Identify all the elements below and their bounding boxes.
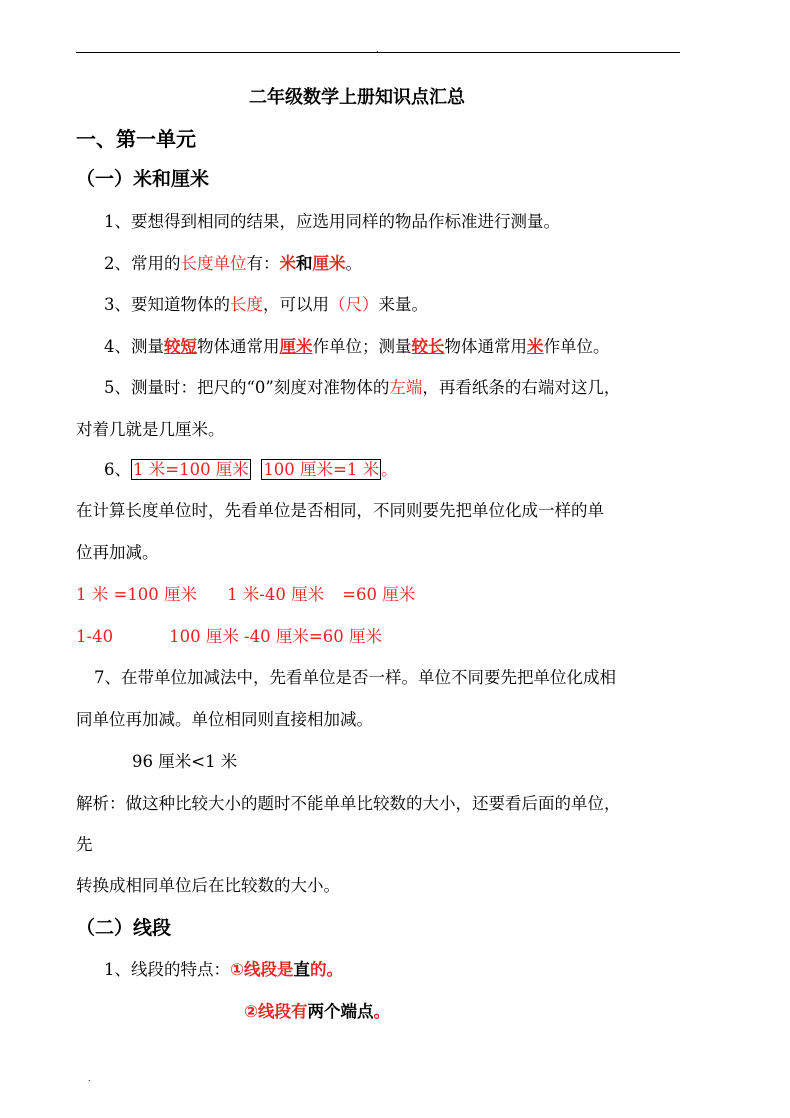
point-7-line-2: 同单位再加减。单位相同则直接相加减。	[76, 710, 373, 729]
point-3-ruler: （尺）	[329, 295, 379, 314]
example-1-c: =60 厘米	[342, 585, 416, 604]
point-5-line-2: 对着几就是几厘米。	[76, 420, 225, 439]
point-6-note-line-2: 位再加减。	[76, 543, 159, 562]
point-2-and: 和	[296, 254, 313, 273]
subsection-heading-meter-centimeter: （一）米和厘米	[76, 168, 210, 190]
point-6-text-a: 6、	[104, 460, 131, 479]
segment-point-1-feature: ①线段是	[230, 960, 294, 979]
point-3-length: 长度	[230, 295, 263, 314]
segment-point-1	[104, 959, 343, 981]
point-4	[104, 336, 610, 358]
example-line-1	[76, 584, 415, 606]
point-6	[104, 459, 398, 481]
point-7-line-1: 7、在带单位加减法中，先看单位是否一样。单位不同要先把单位化成相	[94, 668, 616, 687]
point-3-text-c: ，可以用	[263, 295, 329, 314]
segment-point-1-straight: 直	[293, 960, 310, 979]
footer-dot: .	[88, 1074, 91, 1083]
example-line-2	[76, 626, 382, 648]
point-3-text-e: 来量。	[378, 295, 428, 314]
segment-point-1-end: 的。	[309, 960, 343, 979]
subsection-heading-line-segment: （二）线段	[76, 917, 172, 939]
document-title: 二年级数学上册知识点汇总	[249, 87, 465, 108]
segment-point-2-period: 。	[373, 1002, 390, 1021]
point-2-text-c: 有：	[246, 254, 280, 273]
point-6-period: 。	[381, 460, 398, 479]
point-6-formula-1: 1 米=100 厘米	[133, 460, 249, 479]
point-2-length-unit: 长度单位	[180, 254, 247, 273]
point-2-text-a: 2、常用的	[104, 254, 181, 273]
analysis-line-1: 解析：做这种比较大小的题时不能单单比较数的大小，还要看后面的单位，	[76, 794, 621, 813]
compare-example: 96 厘米<1 米	[132, 752, 238, 771]
point-2-period: 。	[345, 254, 362, 273]
analysis-line-3: 转换成相同单位后在比较数的大小。	[76, 876, 340, 895]
point-6-note-line-1: 在计算长度单位时，先看单位是否相同，不同则要先把单位化成一样的单	[76, 501, 604, 520]
point-4-shorter: 较短	[164, 337, 197, 356]
point-4-text-e: 作单位；测量	[312, 337, 412, 356]
example-1-b: 1 米-40 厘米	[227, 585, 325, 604]
segment-point-2-feature: ②线段有	[244, 1002, 308, 1021]
segment-point-2-two-endpoints: 两个端点	[307, 1002, 374, 1021]
header-dot: .	[376, 45, 379, 54]
point-4-centimeter: 厘米	[279, 337, 313, 356]
point-5-text-a: 5、测量时：把尺的“0”刻度对准物体的	[104, 378, 390, 397]
point-4-meter: 米	[527, 337, 544, 356]
point-4-text-a: 4、测量	[104, 337, 164, 356]
point-2-meter: 米	[279, 254, 296, 273]
point-6-formula-2: 100 厘米=1 米	[263, 460, 380, 479]
point-4-text-i: 作单位。	[543, 337, 610, 356]
point-3	[104, 294, 428, 316]
point-4-longer: 较长	[411, 337, 445, 356]
point-5-line-1	[104, 377, 620, 399]
point-4-text-g: 物体通常用	[444, 337, 527, 356]
point-1: 1、要想得到相同的结果，应选用同样的物品作标准进行测量。	[104, 212, 560, 231]
example-2-a: 1-40	[76, 627, 114, 646]
segment-point-2	[244, 1001, 390, 1023]
point-2	[104, 253, 362, 275]
point-3-text-a: 3、要知道物体的	[104, 295, 230, 314]
point-4-text-c: 物体通常用	[197, 337, 280, 356]
example-1-a: 1 米 =100 厘米	[76, 585, 198, 604]
analysis-line-2: 先	[76, 835, 93, 854]
segment-point-1-text-a: 1、线段的特点：	[104, 960, 230, 979]
point-5-text-c: ，再看纸条的右端对这几，	[422, 378, 621, 397]
example-2-b: 100 厘米 -40 厘米=60 厘米	[169, 627, 382, 646]
point-5-left-end: 左端	[389, 378, 423, 397]
section-heading-unit-1: 一、第一单元	[76, 127, 196, 151]
point-2-centimeter: 厘米	[312, 254, 346, 273]
